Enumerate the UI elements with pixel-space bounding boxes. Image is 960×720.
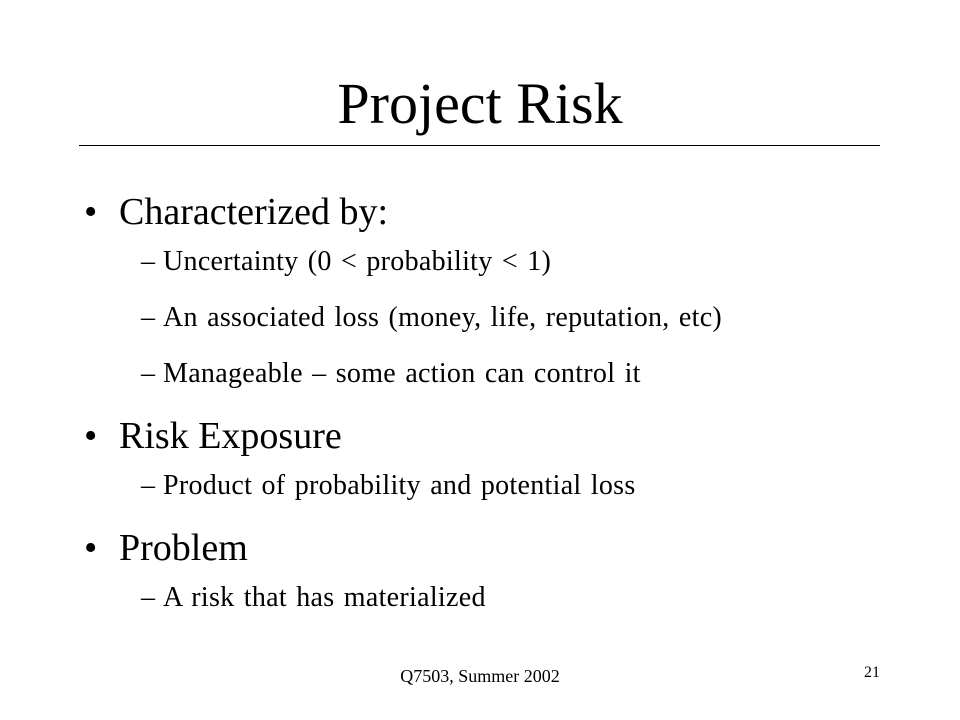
- bullet-problem: [84, 526, 904, 582]
- bullet-risk-exposure: [84, 414, 904, 470]
- sub-marker: –: [141, 470, 156, 501]
- slide-content: [84, 190, 904, 638]
- sub-item-uncertainty: [84, 246, 904, 302]
- sub-item-text: An associated loss (money, life, reputation, etc): [163, 302, 723, 333]
- sub-item-text: A risk that has materialized: [163, 582, 486, 613]
- sub-item-text: Manageable – some action can control it: [163, 358, 641, 389]
- sub-item-associated-loss: [84, 302, 904, 358]
- bullet-text: Problem: [119, 527, 248, 569]
- bullet-marker: •: [84, 527, 98, 569]
- slide-footer: Q7503, Summer 2002: [400, 666, 560, 686]
- sub-item-materialized: [84, 582, 904, 638]
- sub-marker: –: [141, 582, 156, 613]
- bullet-marker: •: [84, 415, 98, 457]
- bullet-text: Characterized by:: [119, 191, 389, 233]
- bullet-text: Risk Exposure: [119, 415, 342, 457]
- title-divider: [79, 145, 880, 146]
- sub-item-text: Uncertainty (0 < probability < 1): [163, 246, 552, 277]
- sub-item-text: Product of probability and potential loss: [163, 470, 636, 501]
- bullet-characterized-by: [84, 190, 904, 246]
- sub-item-product: [84, 470, 904, 526]
- sub-marker: –: [141, 246, 156, 277]
- page-number: 21: [864, 664, 880, 681]
- slide-title: Project Risk: [337, 71, 623, 136]
- sub-marker: –: [141, 358, 156, 389]
- sub-item-manageable: [84, 358, 904, 414]
- sub-marker: –: [141, 302, 156, 333]
- bullet-marker: •: [84, 191, 98, 233]
